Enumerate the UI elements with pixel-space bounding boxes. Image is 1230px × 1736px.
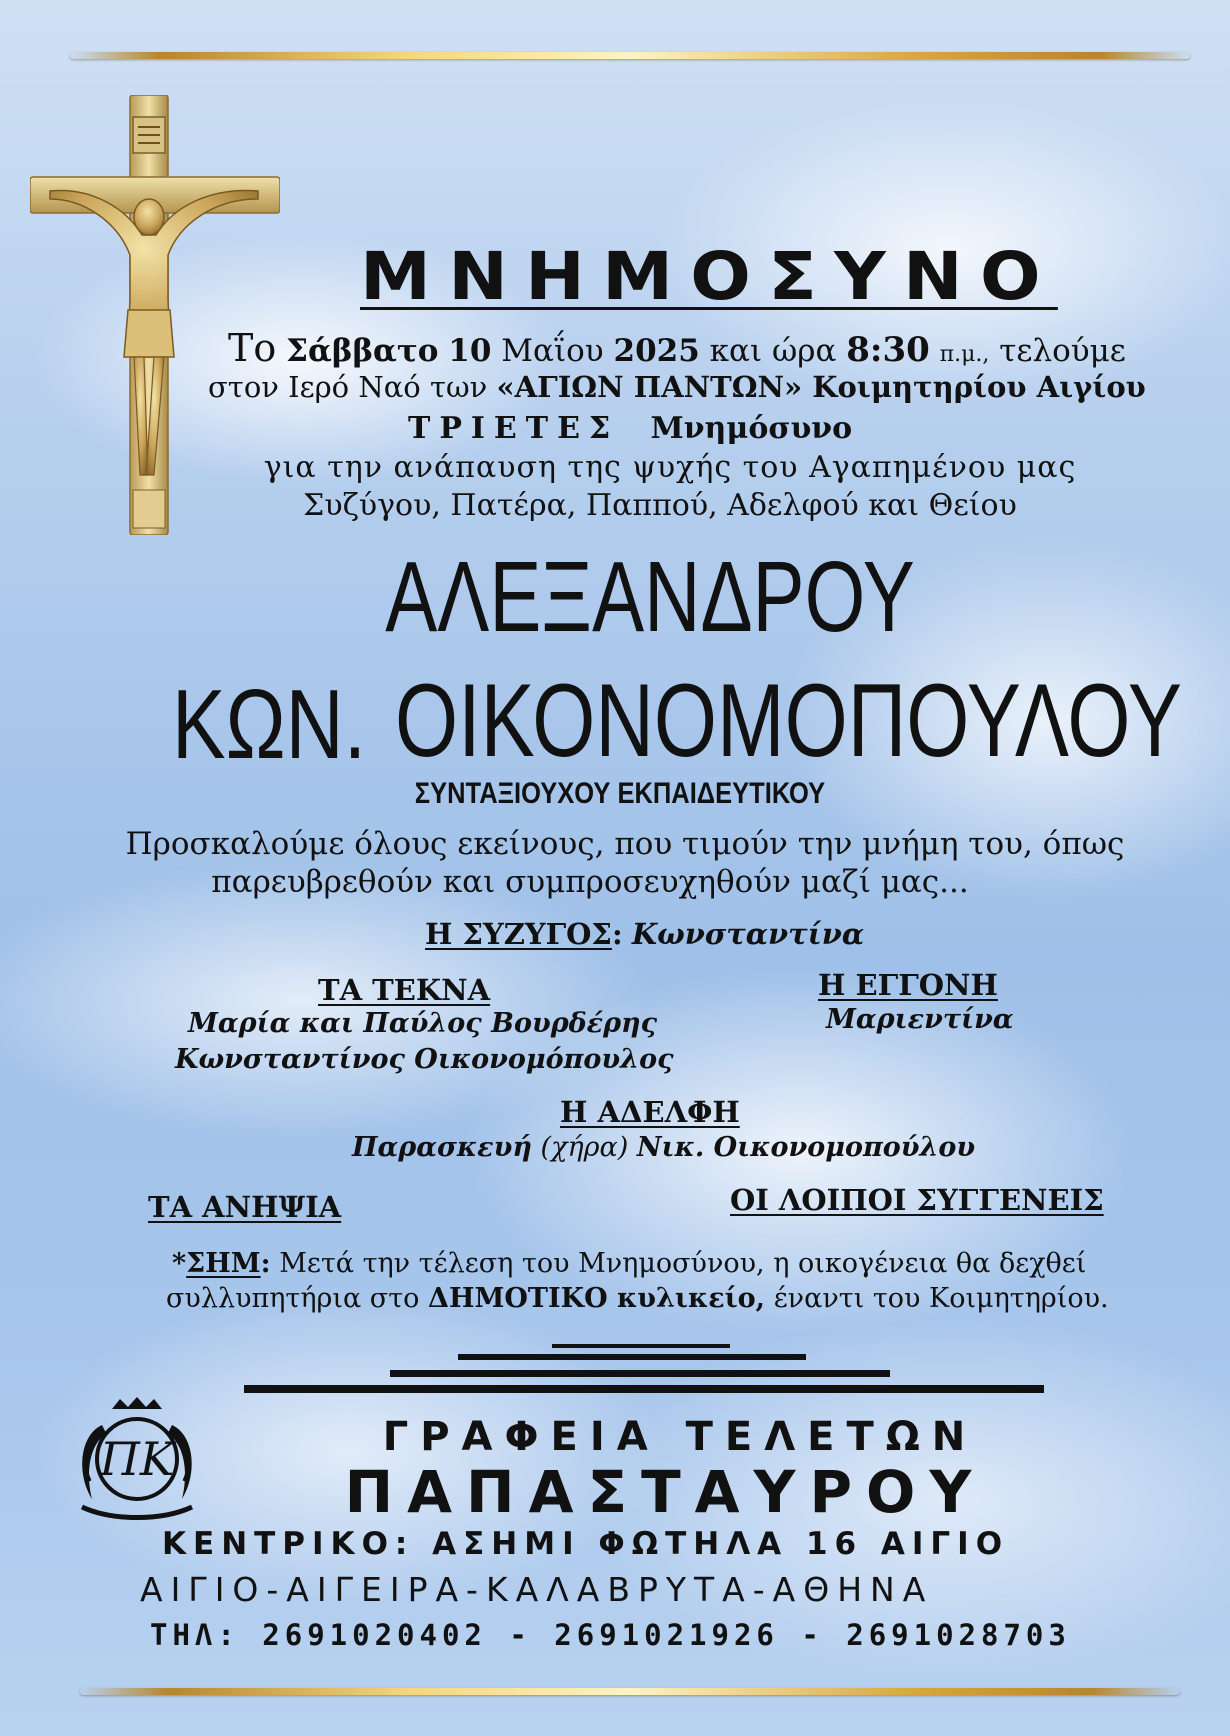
deceased-first-name: ΑΛΕΞΑΝΔΡΟΥ bbox=[385, 541, 915, 653]
divider-short bbox=[552, 1344, 730, 1348]
note-label: ΣΗΜ bbox=[186, 1248, 261, 1279]
spouse-name: Κωνσταντίνα bbox=[631, 917, 865, 951]
logo-monogram: ΠΚ bbox=[99, 1432, 175, 1486]
intro-church-prefix: στον Ιερό Ναό των bbox=[208, 370, 488, 404]
granddaughter-line bbox=[826, 1004, 1014, 1035]
intro-line-1 bbox=[228, 326, 1126, 370]
page-title bbox=[360, 238, 1058, 315]
intro-and-time: και ώρα bbox=[709, 333, 837, 369]
divider-longest bbox=[244, 1385, 1044, 1393]
granddaughter-name: Μαριεντίνα bbox=[826, 1004, 1014, 1035]
bottom-gold-rule bbox=[80, 1688, 1180, 1695]
relatives-label: ΟΙ ΛΟΙΠΟΙ ΣΥΓΓΕΝΕΙΣ bbox=[730, 1183, 1104, 1217]
divider-long bbox=[390, 1370, 890, 1377]
funeral-home-logo bbox=[72, 1395, 202, 1525]
children-label: ΤΑ ΤΕΚΝΑ bbox=[318, 973, 491, 1007]
children-name-1: Μαρία και Παύλος Βουρδέρης bbox=[188, 1008, 658, 1039]
top-gold-rule bbox=[70, 52, 1190, 59]
title-text: ΜΝΗΜΟΣΥΝΟ bbox=[360, 238, 1058, 315]
intro-am: π.μ., bbox=[939, 342, 990, 367]
spouse-line bbox=[425, 917, 864, 951]
funeral-home-phones: ΤΗΛ: 2691020402 - 2691021926 - 2691028703 bbox=[150, 1618, 1071, 1652]
intro-line-3 bbox=[408, 411, 852, 446]
intro-time: 8:30 bbox=[846, 330, 930, 370]
note-line-1 bbox=[172, 1248, 1086, 1279]
deceased-title: ΣΥΝΤΑΞΙΟΥΧΟΥ ΕΚΠΑΙΔΕΥΤΙΚΟΥ bbox=[414, 777, 826, 810]
invitation-line-2: παρευβρεθούν και συμπροσευχηθούν μαζί μας... bbox=[211, 864, 969, 900]
memorial-word: Μνημόσυνο bbox=[650, 411, 853, 446]
note-star: * bbox=[172, 1248, 187, 1279]
sister-husband: Νικ. Οικονομοπούλου bbox=[636, 1132, 976, 1163]
intro-church: «ΑΓΙΩΝ ΠΑΝΤΩΝ» Κοιμητηρίου Αιγίου bbox=[496, 370, 1146, 404]
spouse-colon: : bbox=[611, 917, 623, 951]
sister-line bbox=[352, 1132, 975, 1163]
sister-label: Η ΑΔΕΛΦΗ bbox=[560, 1095, 740, 1129]
granddaughter-label: Η ΕΓΓΟΝΗ bbox=[818, 968, 998, 1002]
funeral-home-locations: ΑΙΓΙΟ-ΑΙΓΕΙΡΑ-ΚΑΛΑΒΡΥΤΑ-ΑΘΗΝΑ bbox=[140, 1570, 934, 1609]
note-text-1: Μετά την τέλεση του Μνημοσύνου, η οικογένεια θα δεχθεί bbox=[279, 1248, 1087, 1279]
sister-note: (χήρα) bbox=[540, 1132, 629, 1163]
intro-year: 2025 bbox=[613, 333, 700, 369]
children-line-2 bbox=[175, 1044, 674, 1075]
invitation-line-1: Προσκαλούμε όλους εκείνους, που τιμούν την μνήμη του, όπως bbox=[125, 826, 1125, 862]
deceased-surname: ΟΙΚΟΝΟΜΟΠΟΥΛΟΥ bbox=[395, 663, 1182, 779]
note-text-2c: έναντι του Κοιμητηρίου. bbox=[773, 1283, 1109, 1314]
funeral-home-address: ΚΕΝΤΡΙΚΟ: ΑΣΗΜΙ ΦΩΤΗΛΑ 16 ΑΙΓΙΟ bbox=[162, 1526, 1010, 1562]
sister-name: Παρασκευή bbox=[352, 1132, 532, 1163]
children-name-2: Κωνσταντίνος Οικονομόπουλος bbox=[175, 1044, 674, 1075]
funeral-home-line-1: ΓΡΑΦΕΙΑ ΤΕΛΕΤΩΝ bbox=[382, 1414, 978, 1460]
note-text-2b: ΔΗΜΟΤΙΚΟ κυλικείο, bbox=[428, 1283, 766, 1314]
intro-line-4: για την ανάπαυση της ψυχής του Αγαπημένου μας bbox=[263, 450, 1077, 485]
memorial-type: ΤΡΙΕΤΕΣ bbox=[408, 411, 620, 446]
intro-line-5: Συζύγου, Πατέρα, Παππού, Αδελφού και Θείου bbox=[303, 488, 1017, 523]
note-text-2a: συλλυπητήρια στο bbox=[166, 1283, 420, 1314]
intro-date: 10 bbox=[448, 333, 492, 369]
note-colon: : bbox=[260, 1248, 271, 1279]
intro-day: Σάββατο bbox=[286, 333, 439, 369]
funeral-home-line-2: ΠΑΠΑΣΤΑΥΡΟΥ bbox=[344, 1458, 986, 1526]
divider-medium bbox=[458, 1354, 806, 1360]
note-line-2 bbox=[166, 1283, 1109, 1314]
intro-to: Το bbox=[228, 326, 277, 370]
deceased-patronymic: ΚΩΝ. bbox=[172, 669, 367, 779]
nephews-label: ΤΑ ΑΝΗΨΙΑ bbox=[148, 1190, 342, 1224]
intro-verb: τελούμε bbox=[999, 333, 1126, 369]
intro-month: Μαΐου bbox=[501, 333, 604, 369]
children-line-1 bbox=[188, 1008, 657, 1039]
intro-line-2 bbox=[208, 370, 1146, 404]
spouse-label: Η ΣΥΖΥΓΟΣ bbox=[425, 917, 612, 951]
